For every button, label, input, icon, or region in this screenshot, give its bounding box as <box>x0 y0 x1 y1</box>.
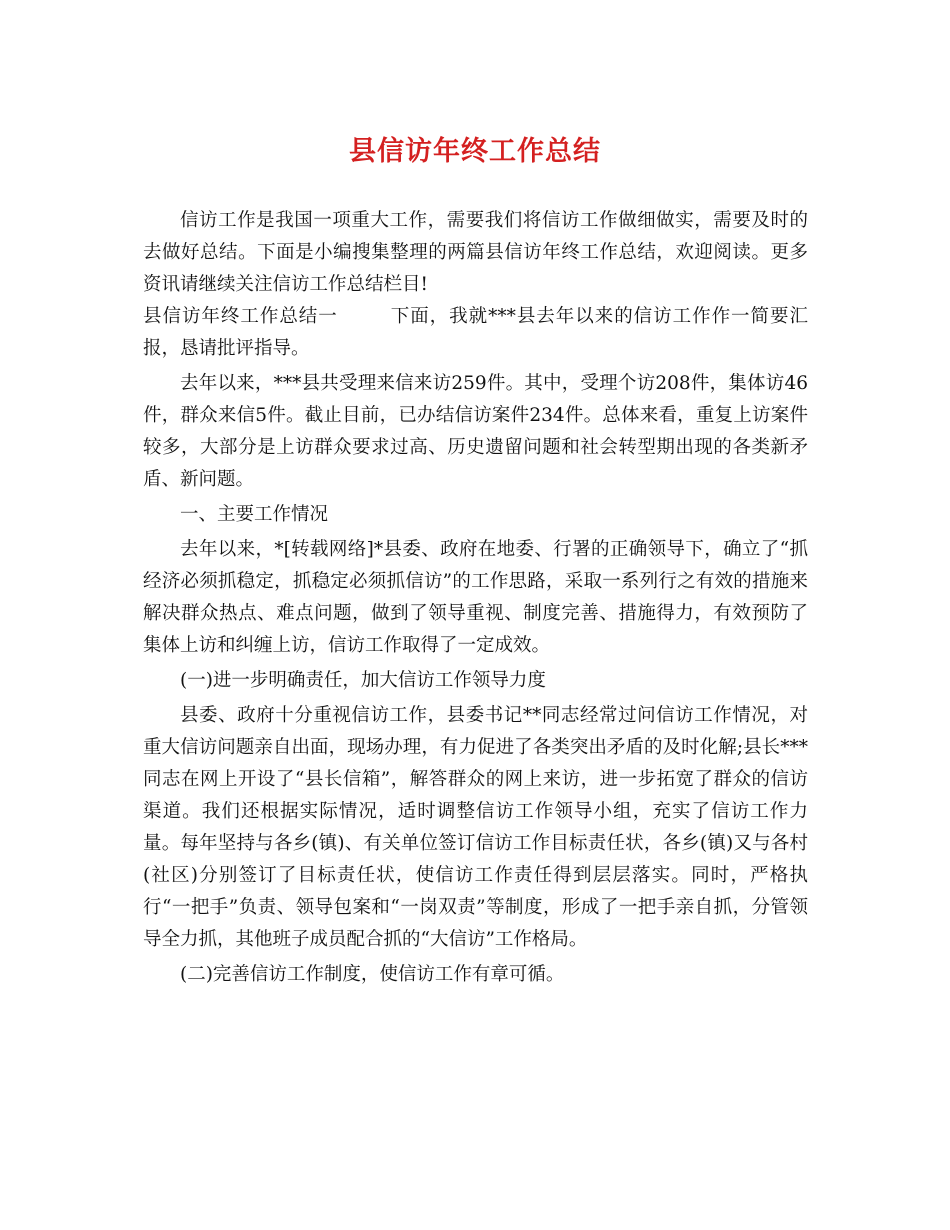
statistics-paragraph: 去年以来，***县共受理来信来访259件。其中，受理个访208件，集体访46件，群众来信5件。截止目前，已办结信访案件234件。总体来看，重复上访案件较多，大部分是上访群众要求过高、历史遗留问题和社会转型期出现的各类新矛盾、新问题。 <box>143 373 808 490</box>
section-heading-paragraph <box>143 301 808 365</box>
work-overview-paragraph: 去年以来，*[转载网络]*县委、政府在地委、行署的正确领导下，确立了“抓经济必须抓稳定，抓稳定必须抓信访”的工作思路，采取一系列行之有效的措施来解决群众热点、难点问题，做到了领导重视、制度完善、措施得力，有效预防了集体上访和纠缠上访，信访工作取得了一定成效。 <box>143 539 808 656</box>
heading-main-work: 一、主要工作情况 <box>180 504 329 525</box>
summary-one-heading: 县信访年终工作总结一 <box>143 306 338 327</box>
responsibility-paragraph: 县委、政府十分重视信访工作，县委书记**同志经常过问信访工作情况，对重大信访问题亲自出面，现场办理，有力促进了各类突出矛盾的及时化解;县长***同志在网上开设了“县长信箱”，解答群众的网上来访，进一步拓宽了群众的信访渠道。我们还根据实际情况，适时调整信访工作领导小组，充实了信访工作力量。每年坚持与各乡(镇)、有关单位签订信访工作目标责任状，各乡(镇)又与各村(社区)分别签订了目标责任状，使信访工作责任得到层层落实。同时，严格执行“一把手”负责、领导包案和“一岗双责”等制度，形成了一把手亲自抓，分管领导全力抓，其他班子成员配合抓的“大信访”工作格局。 <box>143 705 808 950</box>
subheading-two: (二)完善信访工作制度，使信访工作有章可循。 <box>180 964 565 985</box>
subheading-one: (一)进一步明确责任，加大信访工作领导力度 <box>180 670 546 691</box>
document-body <box>143 205 808 991</box>
intro-paragraph: 信访工作是我国一项重大工作，需要我们将信访工作做细做实，需要及时的去做好总结。下面是小编搜集整理的两篇县信访年终工作总结，欢迎阅读。更多资讯请继续关注信访工作总结栏目! <box>143 210 808 295</box>
summary-one-opening: 下面，我就***县去年以来的信访工作作一简要汇报，恳请批评指导。 <box>143 306 808 359</box>
document-title: 县信访年终工作总结 <box>349 136 601 167</box>
